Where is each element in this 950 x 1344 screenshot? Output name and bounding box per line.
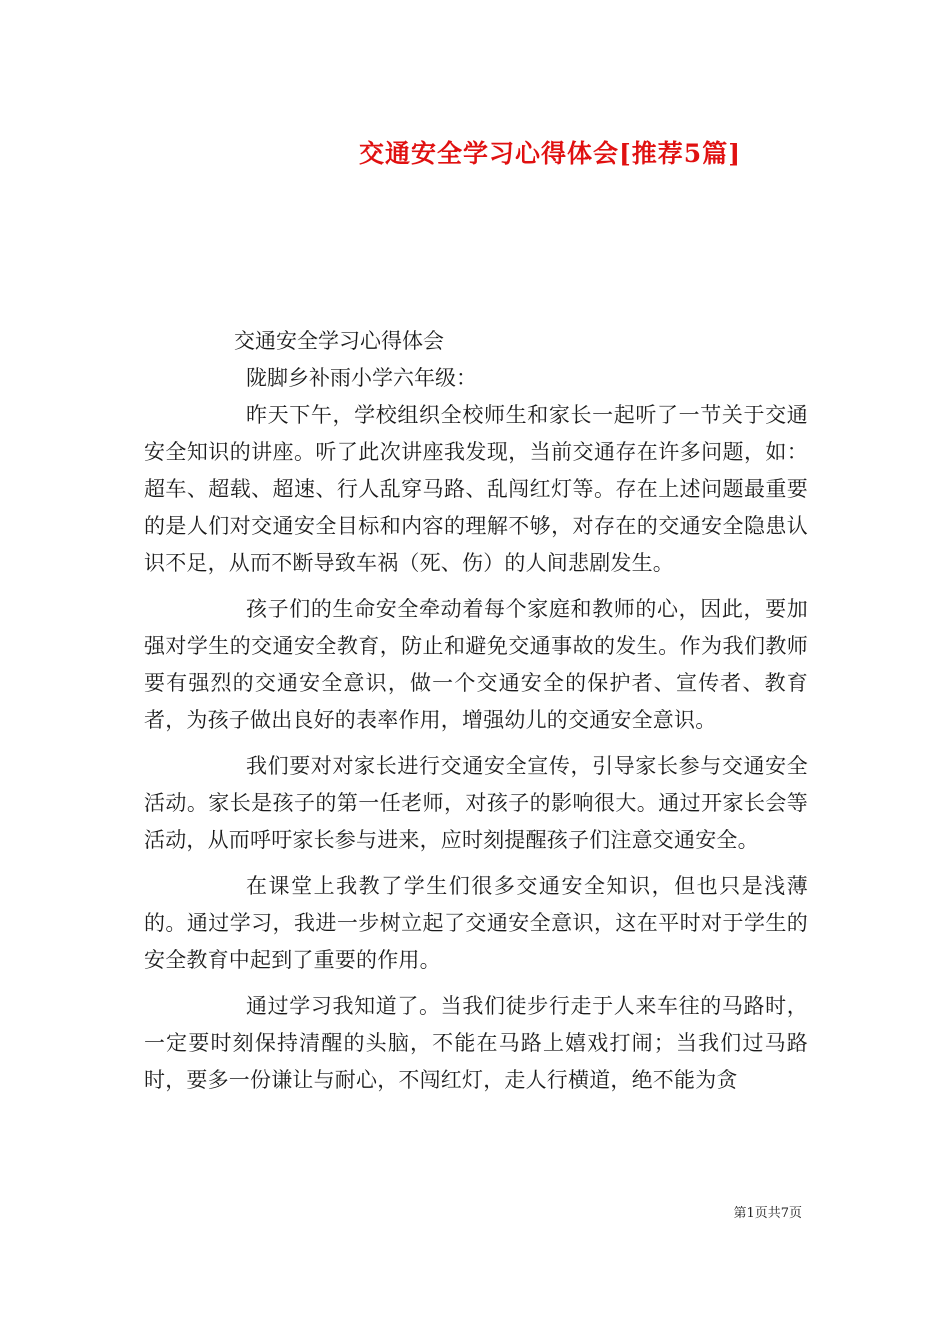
document-body: [144, 323, 808, 1108]
paragraph-3: 我们要对对家长进行交通安全宣传，引导家长参与交通安全活动。家长是孩子的第一任老师，对孩子的影响很大。通过开家长会等活动，从而呼吁家长参与进来，应时刻提醒孩子们注意交通安全。: [144, 754, 808, 852]
document-title: [0, 134, 950, 170]
page-number-footer: 第1页共7页: [733, 1206, 802, 1221]
paragraph-2: 孩子们的生命安全牵动着每个家庭和教师的心，因此，要加强对学生的交通安全教育，防止和避免交通事故的发生。作为我们教师要有强烈的交通安全意识，做一个交通安全的保护者、宣传者、教育者，为孩子做出良好的表率作用，增强幼儿的交通安全意识。: [144, 597, 808, 732]
document-title-text: 交通安全学习心得体会[推荐5篇]: [358, 139, 742, 168]
paragraph-4: 在课堂上我教了学生们很多交通安全知识，但也只是浅薄的。通过学习，我进一步树立起了交通安全意识，这在平时对于学生的安全教育中起到了重要的作用。: [144, 874, 808, 972]
paragraph-1: 昨天下午，学校组织全校师生和家长一起听了一节关于交通安全知识的讲座。听了此次讲座我发现，当前交通存在许多问题，如：超车、超载、超速、行人乱穿马路、乱闯红灯等。存在上述问题最重要的是人们对交通安全目标和内容的理解不够，对存在的交通安全隐患认识不足，从而不断导致车祸（死、伤）的人间悲剧发生。: [144, 403, 808, 575]
paragraph-5: 通过学习我知道了。当我们徒步行走于人来车往的马路时，一定要时刻保持清醒的头脑，不能在马路上嬉戏打闹；当我们过马路时，要多一份谦让与耐心，不闯红灯，走人行横道，绝不能为贪: [144, 994, 808, 1092]
author-school: 陇脚乡补雨小学六年级：: [246, 366, 477, 390]
document-subtitle: 交通安全学习心得体会: [234, 329, 444, 353]
